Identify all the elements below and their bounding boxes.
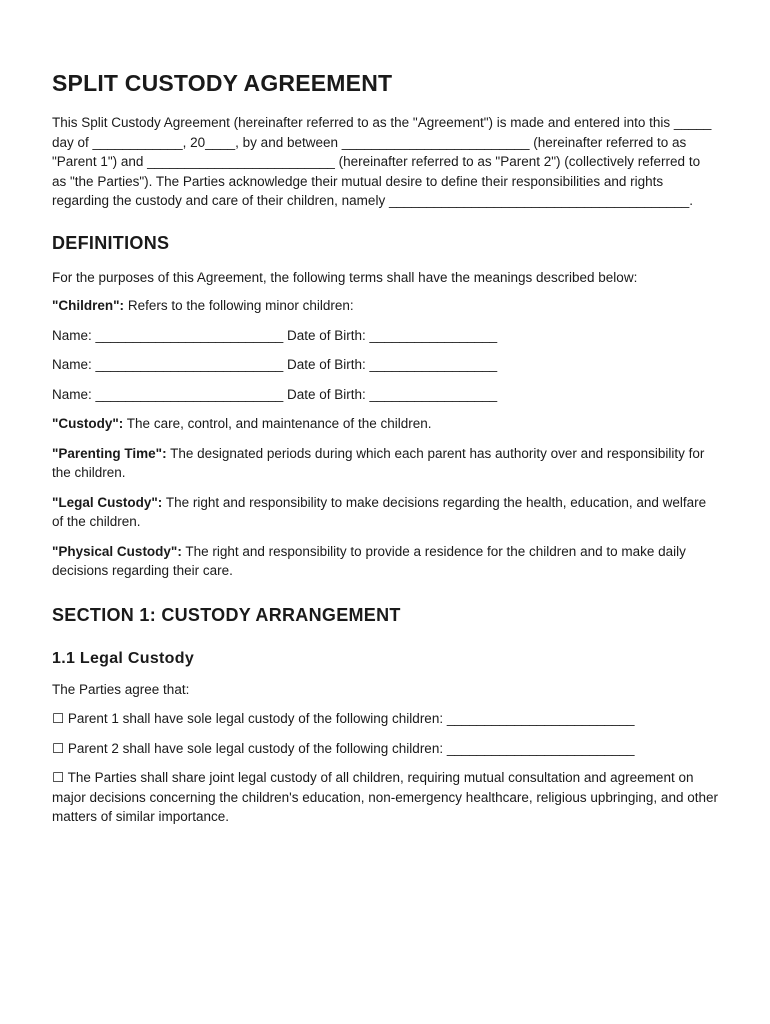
- definition-children: [52, 296, 718, 316]
- child-row: Name: _________________________ Date of Birth: _________________: [52, 357, 498, 372]
- definition-text: The care, control, and maintenance of the children.: [123, 416, 432, 431]
- option-parent2-sole-custody[interactable]: ☐ Parent 2 shall have sole legal custody of the following children: _________________________: [52, 740, 635, 756]
- definition-term: "Physical Custody":: [52, 543, 182, 559]
- definition-term: "Legal Custody":: [52, 494, 163, 510]
- legal-custody-subheading: 1.1 Legal Custody: [52, 649, 195, 667]
- parties-agree-text: The Parties agree that:: [52, 681, 190, 697]
- definition-legal-custody: [52, 493, 718, 532]
- child-row: Name: _________________________ Date of Birth: _________________: [52, 386, 498, 402]
- option-parent1-sole-custody[interactable]: ☐ Parent 1 shall have sole legal custody of the following children: _________________________: [52, 711, 635, 726]
- definition-term: "Custody":: [52, 416, 124, 431]
- child-row: Name: _________________________ Date of Birth: _________________: [52, 327, 498, 343]
- definition-text: The designated periods during which each parent has authority over and responsibility for the children.: [52, 445, 705, 480]
- definition-parenting-time: [52, 444, 718, 483]
- definition-text: The right and responsibility to make decisions regarding the health, education, and welfare of the children.: [52, 494, 707, 529]
- definition-text: Refers to the following minor children:: [124, 298, 354, 313]
- definition-physical-custody: [52, 542, 718, 581]
- definition-term: "Parenting Time":: [52, 445, 167, 461]
- option-joint-custody[interactable]: ☐ The Parties shall share joint legal custody of all children, requiring mutual consultation and agreement on major decisions concerning the children's education, non-emergency healthcare, religious upbringing, and other matters of similar importance.: [52, 770, 718, 824]
- intro-paragraph: This Split Custody Agreement (hereinafter referred to as the "Agreement") is made and entered into this _____ day of ____________, 20____, by and between _________________________ (hereinafter referred to as "Parent 1") and _________________________ (hereinafter referred to as "Parent 2") (collectively referred to as "the Parties"). The Parties acknowledge their mutual desire to define their responsibilities and rights regarding the custody and care of their children, namely ________________________________________.: [52, 115, 712, 208]
- definition-text: The right and responsibility to provide a residence for the children and to make daily decisions regarding their care.: [52, 543, 686, 578]
- definition-term: "Children":: [52, 298, 125, 313]
- definitions-intro: For the purposes of this Agreement, the following terms shall have the meanings described below:: [52, 269, 638, 285]
- document-title: SPLIT CUSTODY AGREEMENT: [52, 70, 393, 96]
- definitions-heading: DEFINITIONS: [52, 232, 170, 253]
- definition-custody: [52, 414, 718, 434]
- section-1-heading: SECTION 1: CUSTODY ARRANGEMENT: [52, 604, 401, 625]
